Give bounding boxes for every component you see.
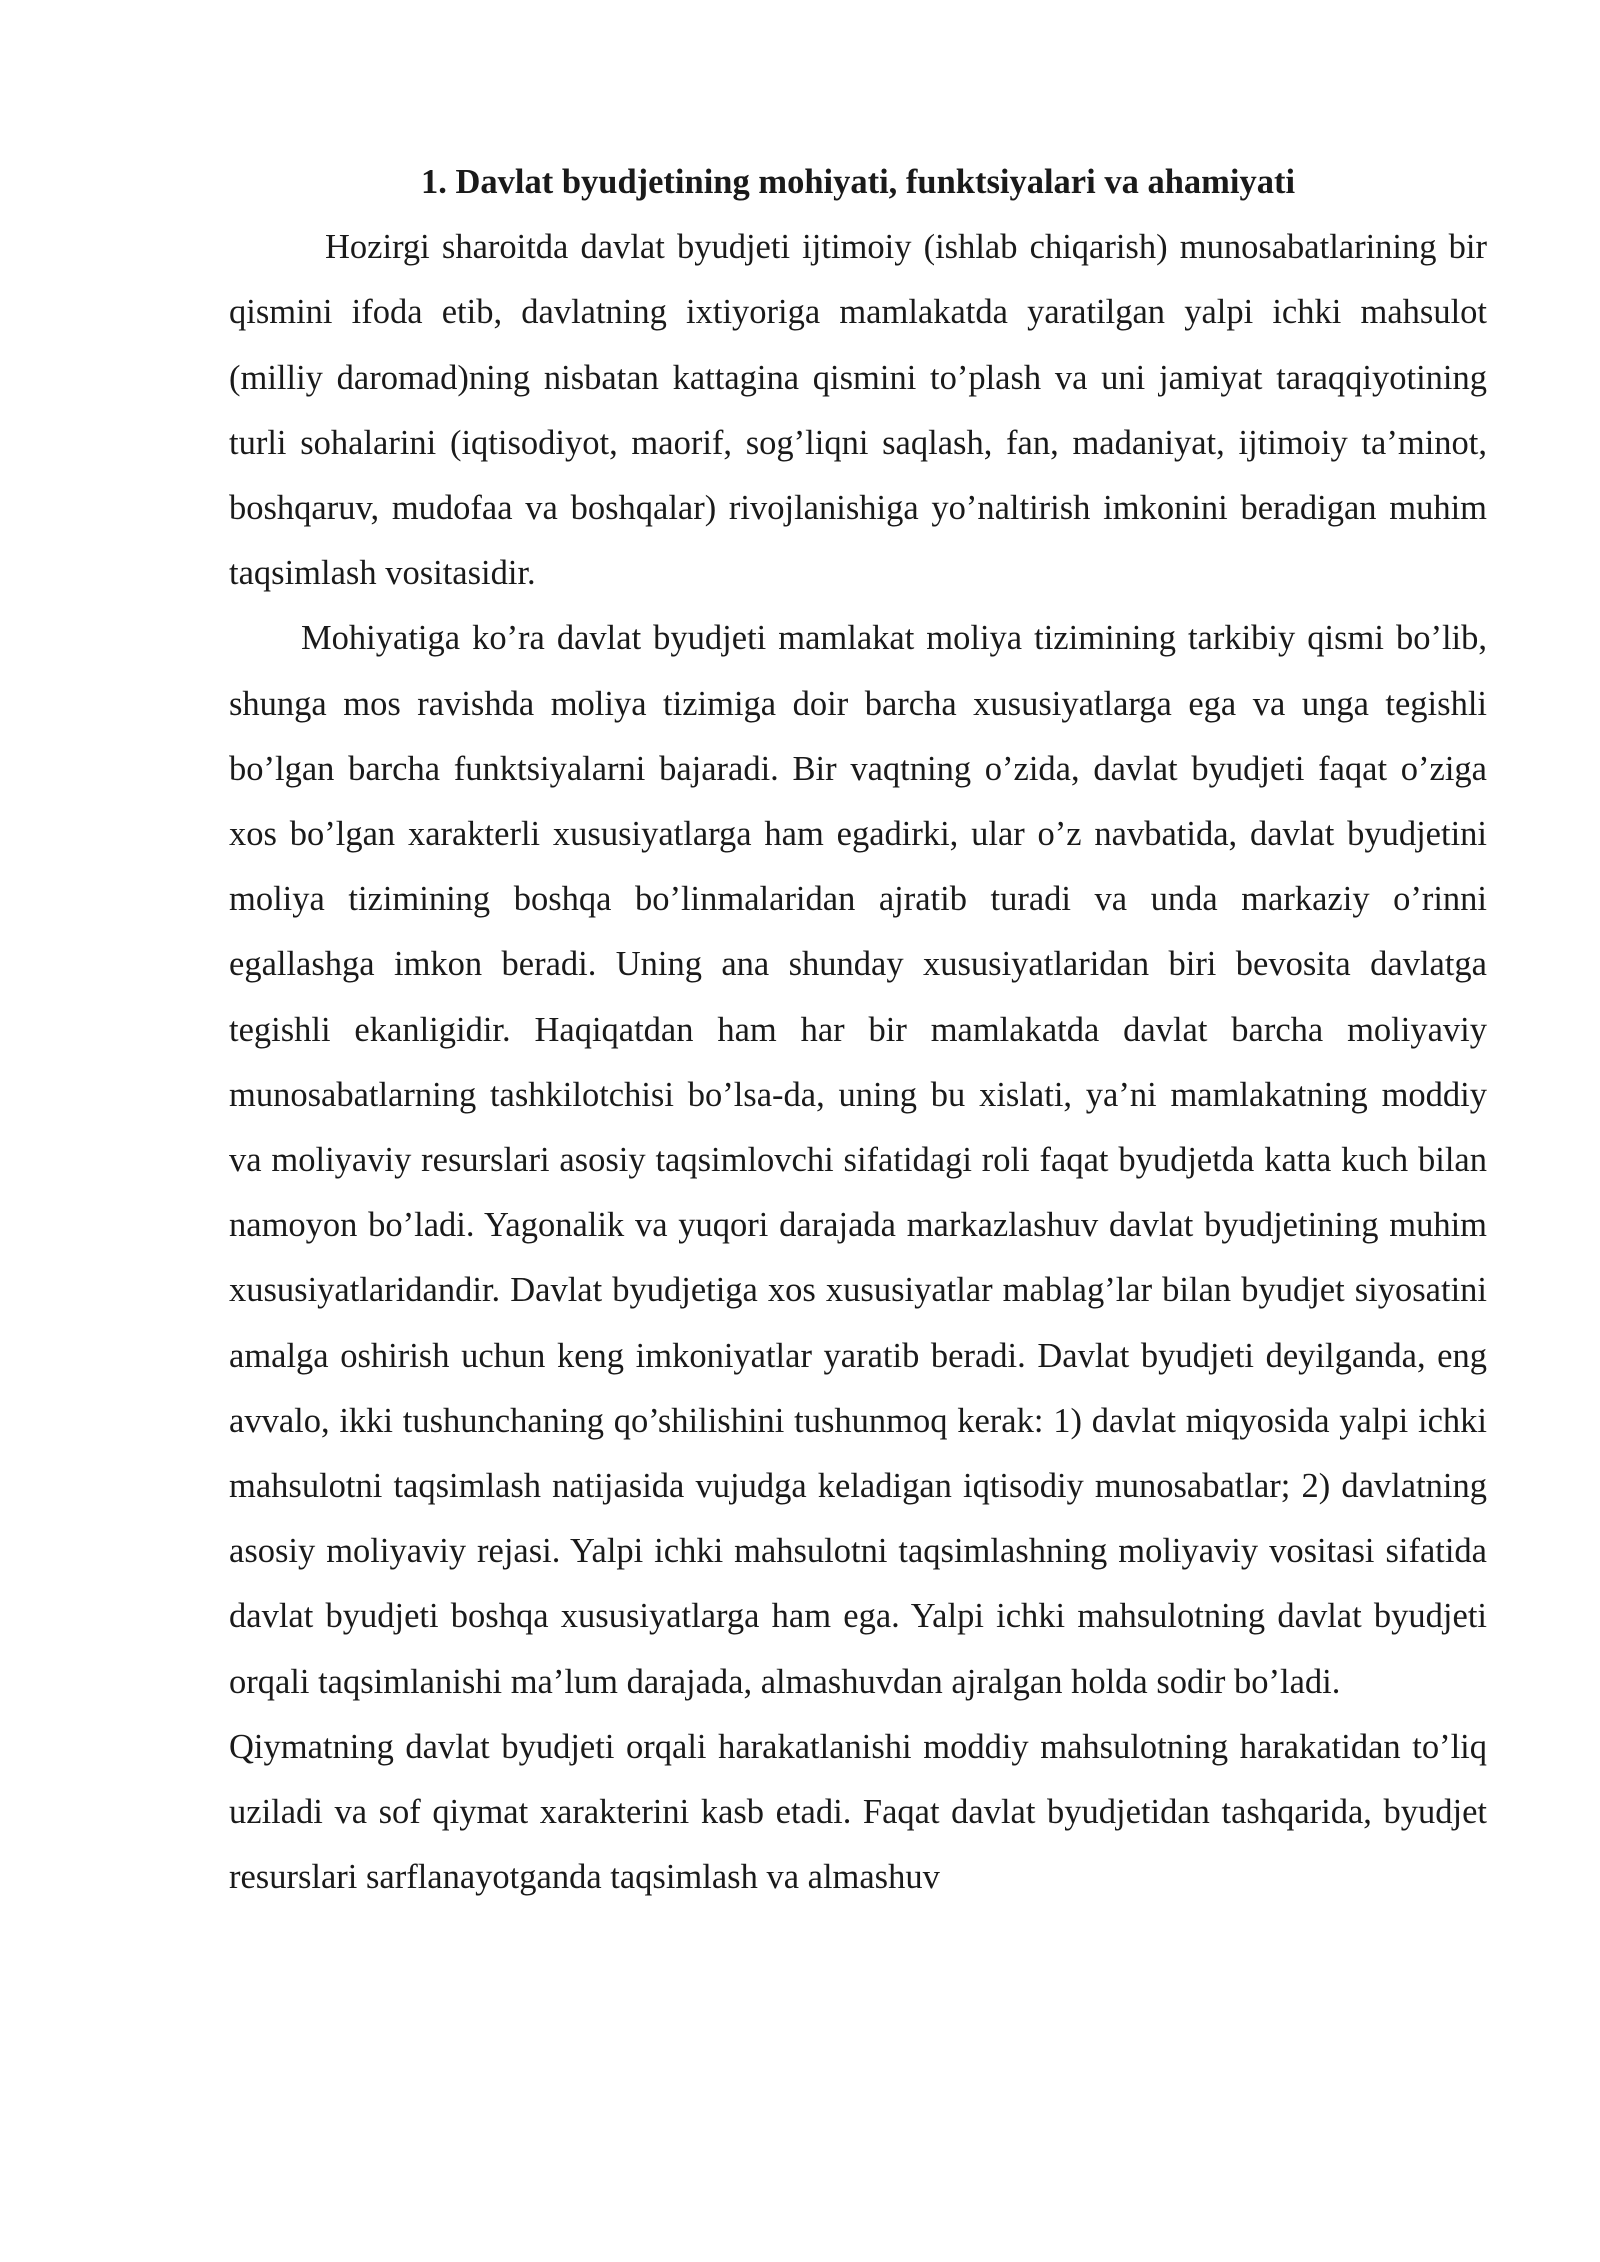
document-body <box>229 150 1487 1910</box>
paragraph-2: Mohiyatiga ko’ra davlat byudjeti mamlakat moliya tizimining tarkibiy qismi bo’lib, shunga mos ravishda moliya tizimiga doir barcha xususiyatlarga ega va unga tegishli bo’lgan barcha funktsiyalarni bajaradi. Bir vaqtning o’zida, davlat byudjeti faqat o’ziga xos bo’lgan xarakterli xususiyatlarga ham egadirki, ular o’z navbatida, davlat byudjetini moliya tizimining boshqa bo’linmalaridan ajratib turadi va unda markaziy o’rinni egallashga imkon beradi. Uning ana shunday xususiyatlaridan biri bevosita davlatga tegishli ekanligidir. Haqiqatdan ham har bir mamlakatda davlat barcha moliyaviy munosabatlarning tashkilotchisi bo’lsa-da, uning bu xislati, ya’ni mamlakatning moddiy va moliyaviy resurslari asosiy taqsimlovchi sifatidagi roli faqat byudjetda katta kuch bilan namoyon bo’ladi. Yagonalik va yuqori darajada markazlashuv davlat byudjetining muhim xususiyatlaridandir. Davlat byudjetiga xos xususiyatlar mablag’lar bilan byudjet siyosatini amalga oshirish uchun keng imkoniyatlar yaratib beradi. Davlat byudjeti deyilganda, eng avvalo, ikki tushunchaning qo’shilishini tushunmoq kerak: 1) davlat miqyosida yalpi ichki mahsulotni taqsimlash natijasida vujudga keladigan iqtisodiy munosabatlar; 2) davlatning asosiy moliyaviy rejasi. Yalpi ichki mahsulotni taqsimlashning moliyaviy vositasi sifatida davlat byudjeti boshqa xususiyatlarga ham ega. Yalpi ichki mahsulotning davlat byudjeti orqali taqsimlanishi ma’lum darajada, almashuvdan ajralgan holda sodir bo’ladi. <box>229 619 1487 1701</box>
section-title: 1. Davlat byudjetining mohiyati, funktsiyalari va ahamiyati <box>420 163 1296 201</box>
paragraph-3: Qiymatning davlat byudjeti orqali harakatlanishi moddiy mahsulotning harakatidan to’liq uziladi va sof qiymat xarakterini kasb etadi. Faqat davlat byudjetidan tashqarida, byudjet resurslari sarflanayotganda taqsimlash va almashuv <box>229 1727 1487 1897</box>
paragraph-1: Hozirgi sharoitda davlat byudjeti ijtimoiy (ishlab chiqarish) munosabatlarining bir qismini ifoda etib, davlatning ixtiyoriga mamlakatda yaratilgan yalpi ichki mahsulot (milliy daromad)ning nisbatan kattagina qismini to’plash va uni jamiyat taraqqiyotining turli sohalarini (iqtisodiyot, maorif, sog’liqni saqlash, fan, madaniyat, ijtimoiy ta’minot, boshqaruv, mudofaa va boshqalar) rivojlanishiga yo’naltirish imkonini beradigan muhim taqsimlash vositasidir. <box>229 228 1487 593</box>
